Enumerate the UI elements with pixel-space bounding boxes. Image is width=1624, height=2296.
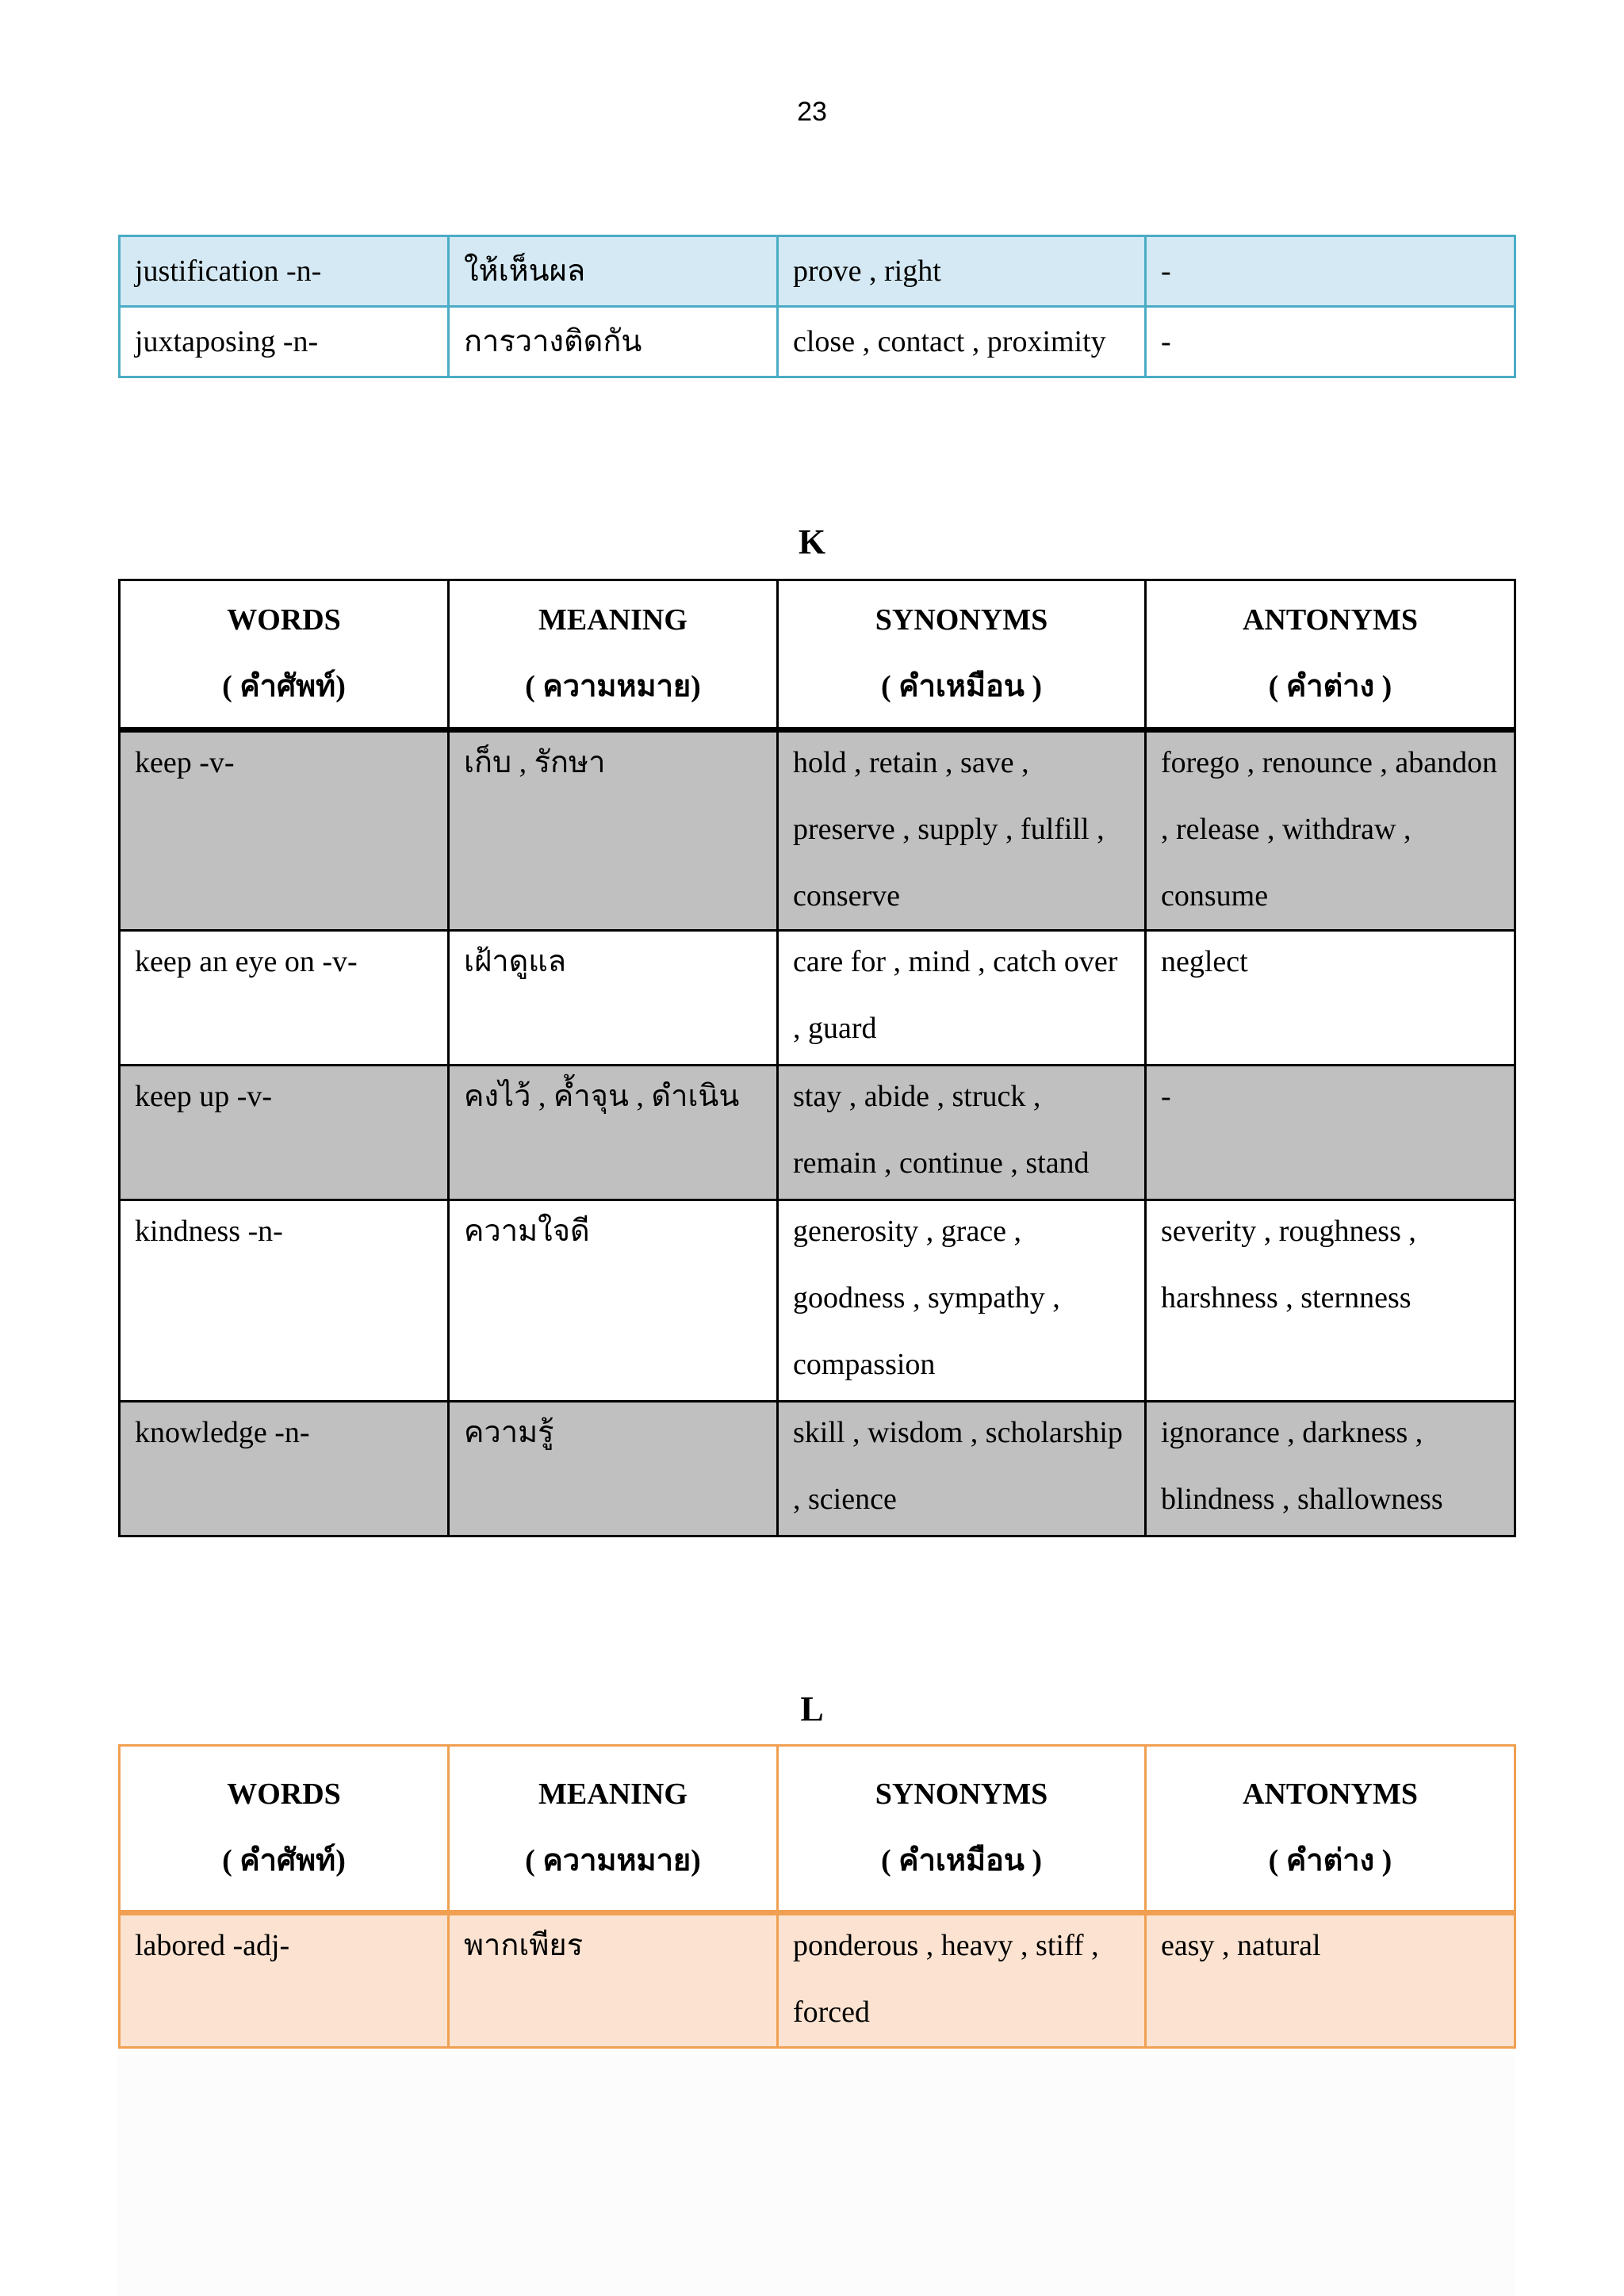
vocab-table-j bbox=[118, 235, 1516, 378]
page-number: 23 bbox=[797, 97, 827, 127]
synonyms-cell: generosity , grace , goodness , sympathy , compassion bbox=[778, 1200, 1146, 1402]
synonyms-cell: close , contact , proximity bbox=[778, 307, 1146, 377]
column-header-meaning: MEANING ( ความหมาย) bbox=[449, 1746, 778, 1913]
word-cell: justification -n- bbox=[120, 236, 449, 307]
column-header-meaning: MEANING ( ความหมาย) bbox=[449, 580, 778, 730]
table-row bbox=[120, 1913, 1515, 2048]
meaning-cell: เฝ้าดูแล bbox=[449, 931, 778, 1066]
antonyms-cell: forego , renounce , abandon , release , withdraw , consume bbox=[1146, 730, 1515, 931]
synonyms-cell: ponderous , heavy , stiff , forced bbox=[778, 1913, 1146, 2048]
synonyms-cell: skill , wisdom , scholarship , science bbox=[778, 1402, 1146, 1536]
page-bottom-shade bbox=[118, 2055, 1514, 2296]
antonyms-cell: - bbox=[1146, 1066, 1515, 1200]
meaning-cell: ความรู้ bbox=[449, 1402, 778, 1536]
word-cell: keep -v- bbox=[120, 730, 449, 931]
meaning-cell: คงไว้ , ค้ำจุน , ดำเนิน bbox=[449, 1066, 778, 1200]
synonyms-cell: care for , mind , catch over , guard bbox=[778, 931, 1146, 1066]
meaning-cell: ความใจดี bbox=[449, 1200, 778, 1402]
table-header-row bbox=[120, 580, 1515, 730]
meaning-cell: การวางติดกัน bbox=[449, 307, 778, 377]
column-header-antonyms: ANTONYMS ( คำต่าง ) bbox=[1146, 580, 1515, 730]
table-row bbox=[120, 1066, 1515, 1200]
column-header-words: WORDS ( คำศัพท์) bbox=[120, 580, 449, 730]
antonyms-cell: - bbox=[1146, 307, 1515, 377]
word-cell: keep up -v- bbox=[120, 1066, 449, 1200]
word-cell: knowledge -n- bbox=[120, 1402, 449, 1536]
meaning-cell: พากเพียร bbox=[449, 1913, 778, 2048]
column-header-words: WORDS ( คำศัพท์) bbox=[120, 1746, 449, 1913]
section-letter-k: K bbox=[798, 522, 826, 561]
antonyms-cell: easy , natural bbox=[1146, 1913, 1515, 2048]
synonyms-cell: stay , abide , struck , remain , continue , stand bbox=[778, 1066, 1146, 1200]
antonyms-cell: - bbox=[1146, 236, 1515, 307]
synonyms-cell: hold , retain , save , preserve , supply , fulfill , conserve bbox=[778, 730, 1146, 931]
column-header-synonyms: SYNONYMS ( คำเหมือน ) bbox=[778, 580, 1146, 730]
column-header-synonyms: SYNONYMS ( คำเหมือน ) bbox=[778, 1746, 1146, 1913]
synonyms-cell: prove , right bbox=[778, 236, 1146, 307]
antonyms-cell: severity , roughness , harshness , sternness bbox=[1146, 1200, 1515, 1402]
word-cell: kindness -n- bbox=[120, 1200, 449, 1402]
antonyms-cell: neglect bbox=[1146, 931, 1515, 1066]
table-header-row bbox=[120, 1746, 1515, 1913]
table-row bbox=[120, 1200, 1515, 1402]
column-header-antonyms: ANTONYMS ( คำต่าง ) bbox=[1146, 1746, 1515, 1913]
word-cell: labored -adj- bbox=[120, 1913, 449, 2048]
vocab-table-k bbox=[118, 579, 1516, 1537]
table-row bbox=[120, 1402, 1515, 1536]
table-row bbox=[120, 307, 1515, 377]
antonyms-cell: ignorance , darkness , blindness , shallowness bbox=[1146, 1402, 1515, 1536]
word-cell: juxtaposing -n- bbox=[120, 307, 449, 377]
table-row bbox=[120, 931, 1515, 1066]
word-cell: keep an eye on -v- bbox=[120, 931, 449, 1066]
section-letter-l: L bbox=[800, 1689, 824, 1728]
vocab-table-l bbox=[118, 1744, 1516, 2049]
meaning-cell: ให้เห็นผล bbox=[449, 236, 778, 307]
table-row bbox=[120, 236, 1515, 307]
meaning-cell: เก็บ , รักษา bbox=[449, 730, 778, 931]
table-row bbox=[120, 730, 1515, 931]
